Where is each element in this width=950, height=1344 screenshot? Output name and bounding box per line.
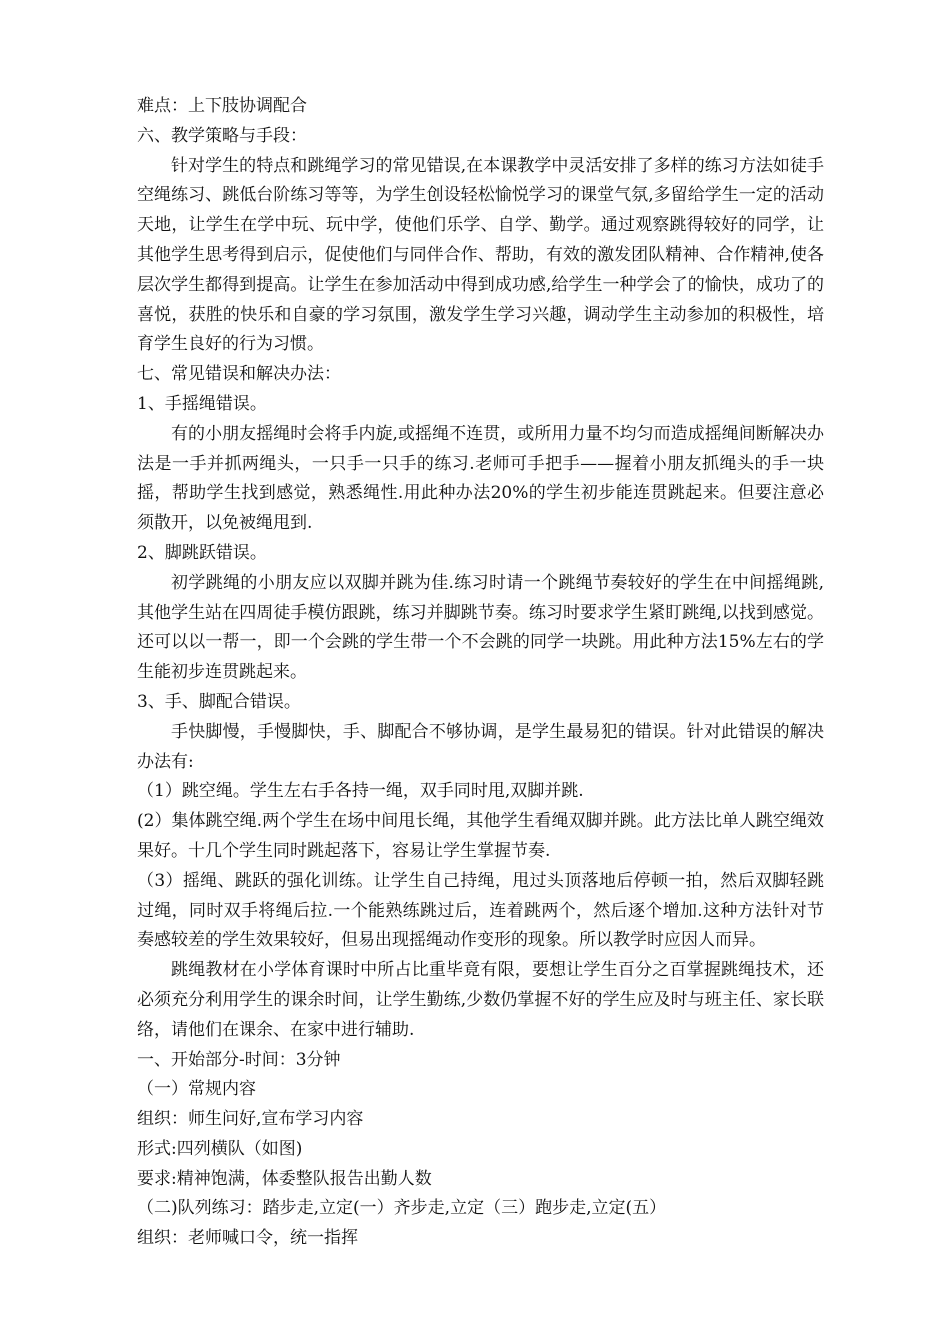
text-line: 形式:四列横队（如图) [137,1138,303,1159]
text-line: 组织：老师喊口令，统一指挥 [137,1228,358,1249]
difficulty-line: 难点：上下肢协调配合 [137,96,307,116]
method-item: （1）跳空绳。学生左右手各持一绳，双手同时甩,双脚并跳. [137,781,584,802]
paragraph: 初学跳绳的小朋友应以双脚并跳为佳.练习时请一个跳绳节奏较好的学生在中间摇绳跳,其他学生站在四周徒手模仿跟跳，练习并脚跳节奏。练习时要求学生紧盯跳绳,以找到感觉。还可以以一帮一，即一个会跳的学生带一个不会跳的同学一块跳。用此种方法15%左右的学生能初步连贯跳起来。 [137,572,824,683]
text-line: 组织：师生问好,宣布学习内容 [137,1109,364,1130]
method-item: (2）集体跳空绳.两个学生在场中间甩长绳，其他学生看绳双脚并跳。此方法比单人跳空绳效果好。十几个学生同时跳起落下，容易让学生掌握节奏. [137,811,824,861]
subsection-heading: 3、手、脚配合错误。 [137,691,301,712]
subsection-heading: （二)队列练习：踏步走,立定(一）齐步走,立定（三）跑步走,立定(五） [137,1198,667,1219]
subsection-heading: 1、手摇绳错误。 [137,393,267,414]
section-heading: 六、教学策略与手段： [137,125,307,146]
subsection-heading: （一）常规内容 [137,1079,256,1100]
section-heading: 七、常见错误和解决办法： [137,364,341,385]
paragraph: 手快脚慢，手慢脚快，手、脚配合不够协调，是学生最易犯的错误。针对此错误的解决办法有: [137,721,824,772]
section-heading: 一、开始部分-时间：3分钟 [137,1049,341,1070]
paragraph: 有的小朋友摇绳时会将手内旋,或摇绳不连贯，或所用力量不均匀而造成摇绳间断解决办法是一手并抓两绳头，一只手一只手的练习.老师可手把手——握着小朋友抓绳头的手一块摇，帮助学生找到感觉，熟悉绳性.用此种办法20%的学生初步能连贯跳起来。但要注意必须散开，以免被绳甩到. [137,423,824,534]
subsection-heading: 2、脚跳跃错误。 [137,542,267,563]
document-body [137,92,824,1254]
text-line: 要求:精神饱满，体委整队报告出勤人数 [137,1168,432,1189]
paragraph: 跳绳教材在小学体育课时中所占比重毕竟有限，要想让学生百分之百掌握跳绳技术，还必须充分利用学生的课余时间，让学生勤练,少数仍掌握不好的学生应及时与班主任、家长联络，请他们在课余、在家中进行辅助. [137,960,824,1040]
paragraph: 针对学生的特点和跳绳学习的常见错误,在本课教学中灵活安排了多样的练习方法如徒手空绳练习、跳低台阶练习等等，为学生创设轻松愉悦学习的课堂气氛,多留给学生一定的活动天地，让学生在学中玩、玩中学，使他们乐学、自学、勤学。通过观察跳得较好的同学，让其他学生思考得到启示，促使他们与同伴合作、帮助，有效的激发团队精神、合作精神,使各层次学生都得到提高。让学生在参加活动中得到成功感,给学生一种学会了的愉快，成功了的喜悦，获胜的快乐和自豪的学习氛围，激发学生学习兴趣，调动学生主动参加的积极性，培育学生良好的行为习惯。 [137,155,824,355]
method-item: （3）摇绳、跳跃的强化训练。让学生自己持绳，甩过头顶落地后停顿一拍，然后双脚轻跳过绳，同时双手将绳后拉.一个能熟练跳过后，连着跳两个，然后逐个增加.这种方法针对节奏感较差的学生效果较好，但易出现摇绳动作变形的现象。所以教学时应因人而异。 [137,870,824,951]
